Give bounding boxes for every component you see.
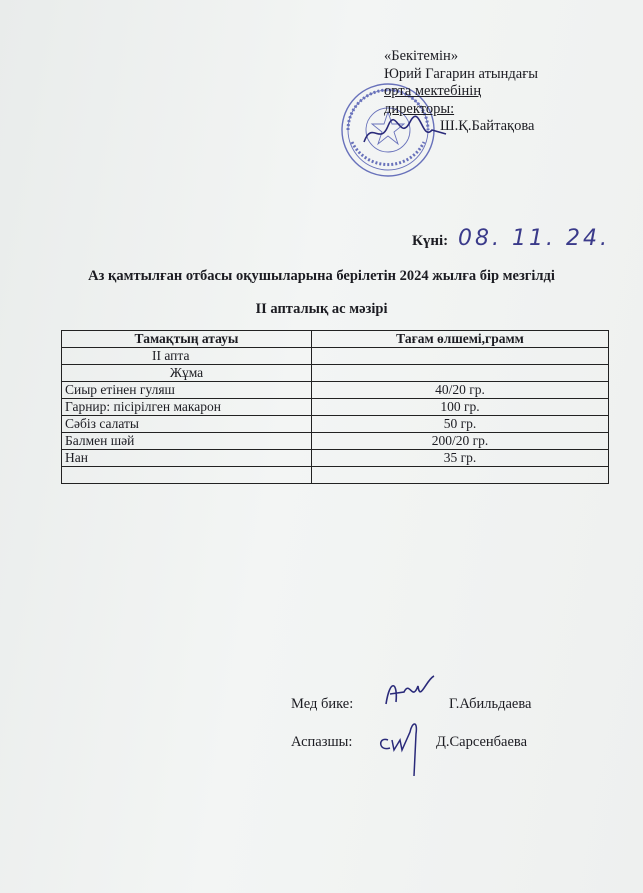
header-portion-size: Тағам өлшемі,грамм [312,331,609,348]
dish-name: Нан [62,450,312,467]
nurse-label: Мед бике: [291,696,354,712]
day-label: Жұма [62,365,312,382]
table-row-empty [62,467,609,484]
empty-cell [312,467,609,484]
table-row [62,450,609,467]
approval-school: Юрий Гагарин атындағы [384,65,538,82]
table-header-row [62,331,609,348]
cook-signature-icon [370,710,440,780]
header-dish-name: Тамақтың атауы [62,331,312,348]
empty-cell [312,348,609,365]
menu-subtitle: II апталық ас мәзірі [255,301,388,317]
dish-name: Балмен шәй [62,433,312,450]
approval-school-type: орта мектебінің [384,83,482,99]
dish-amount: 200/20 гр. [312,433,609,450]
dish-name: Сиыр етінен гуляш [62,382,312,399]
table-row [62,382,609,399]
week-label: II апта [62,348,312,365]
menu-title: Аз қамтылған отбасы оқушыларына берілетін 2024 жылға бір мезгілді [88,268,555,284]
table-row [62,399,609,416]
approval-position: директоры: [384,100,455,117]
table-row [62,416,609,433]
date-label: Күні: [412,233,449,249]
dish-amount: 50 гр. [312,416,609,433]
table-row [62,433,609,450]
empty-cell [312,365,609,382]
nurse-signature-icon [380,672,440,712]
week-row [62,348,609,365]
empty-cell [62,467,312,484]
dish-name: Сәбіз салаты [62,416,312,433]
menu-table [61,330,609,484]
dish-amount: 40/20 гр. [312,382,609,399]
day-row [62,365,609,382]
nurse-name: Г.Абильдаева [449,696,532,712]
approval-block [384,48,538,136]
date-value: 08. 11. 24. [458,226,610,251]
approval-director-name: Ш.Қ.Байтақова [440,118,535,134]
cook-label: Аспазшы: [291,734,353,750]
dish-name: Гарнир: пісірілген макарон [62,399,312,416]
cook-name: Д.Сарсенбаева [436,734,528,750]
approval-title: «Бекітемін» [384,48,459,64]
dish-amount: 35 гр. [312,450,609,467]
dish-amount: 100 гр. [312,399,609,416]
